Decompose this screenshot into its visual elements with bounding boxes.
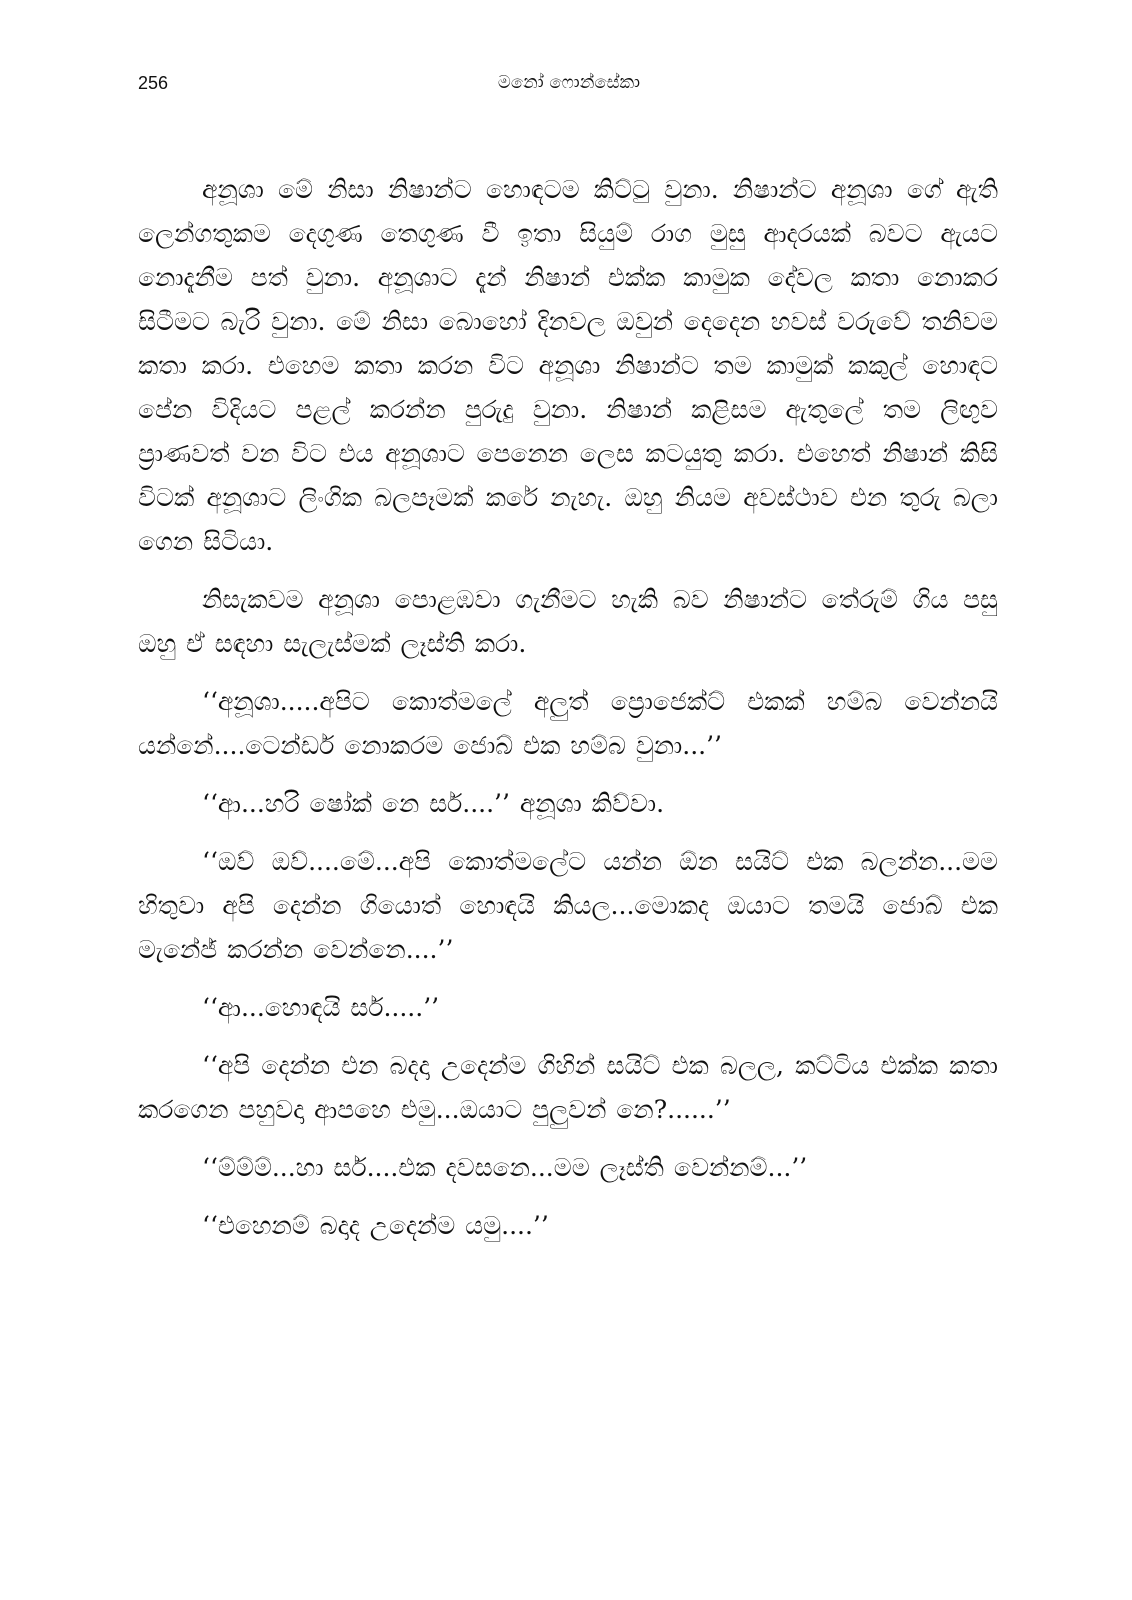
page-number: 256	[138, 73, 169, 93]
dialogue-paragraph: ‘‘අනූශා.....අපිට කොත්මලේ අලුත් ප්‍රොජෙක්ට් එකක් හම්බ වෙන්නයි යන්නේ....ටෙන්ඩර් නොකරම ජොබ් එක හම්බ වුනා...’’	[138, 687, 998, 760]
paragraph: නිසැකවම අනූශා පොළඹවා ගැනීමට හැකි බව නිෂාන්ට තේරුම් ගිය පසු ඔහු ඒ සඳහා සැලැස්මක් ලෑස්ති කරා.	[138, 585, 998, 658]
dialogue-paragraph: ‘‘ම්ම්ම්...හා සර්....එක දවසනෙ...මම ලෑස්ති වෙන්නම්...’’	[202, 1153, 808, 1182]
dialogue-paragraph: ‘‘ආ...හරි ෂෝක් නෙ සර්....’’ අනූශා කිව්වා.	[202, 789, 665, 818]
body-text	[138, 168, 998, 1262]
paragraph: අනූශා මේ නිසා නිෂාන්ට හොඳටම කිට්ටු වුනා. නිෂාන්ට අනූශා ගේ ඇති ලෙන්ගතුකම දෙගුණ තෙගුණ වී ඉතා සියුම් රාග මුසු ආදරයක් බවට ඇයට නොදැනීම පත් වුනා. අනූශාට දැන් නිෂාන් එක්ක කාමුක දේවල කතා නොකර සිටීමට බැරි වුනා. මේ නිසා බොහෝ දිනවල ඔවුන් දෙදෙන හවස් වරුවේ තනිවම කතා කරා. එහෙම කතා කරන විට අනූශා නිෂාන්ට තම කාමුක් කකුල් හොඳට පේන විදියට පළල් කරන්න පුරුදු වුනා. නිෂාන් කළිසම ඇතුලේ තම ලිඟුව ප්‍රාණවත් වන විට එය අනූශාට පෙනෙන ලෙස කටයුතු කරා. එහෙත් නිෂාන් කිසි විටක් අනූශාට ලිංගික බලපෑමක් කරේ නැහැ. ඔහු නියම අවස්ථාව එන තුරු බලා ගෙන සිටියා.	[138, 175, 998, 556]
page-header	[138, 70, 1000, 100]
dialogue-paragraph: ‘‘ආ...හොඳයි සර්.....’’	[202, 993, 440, 1022]
dialogue-paragraph: ‘‘ඔව් ඔව්....මේ...අපි කොත්මලේට යන්න ඕන සයිට් එක බලන්න...මම හිතුවා අපි දෙන්න ගියොත් හොඳයි කියල...මොකද ඔයාට තමයි ජොබ් එක මැනේජ් කරන්න වෙන්නෙ....’’	[138, 847, 998, 964]
dialogue-paragraph: ‘‘අපි දෙන්න එන බදදා උදෙන්ම ගිහින් සයිට් එක බලල, කට්ටිය එක්ක කතා කරගෙන පහුවදා ආපහෙ එමු...ඔයාට පුලුවන් නෙ?......’’	[138, 1051, 998, 1124]
running-title: මනෝ ෆොන්සේකා	[497, 72, 641, 93]
dialogue-paragraph: ‘‘එහෙනම් බදාද උදෙන්ම යමු....’’	[202, 1211, 549, 1240]
